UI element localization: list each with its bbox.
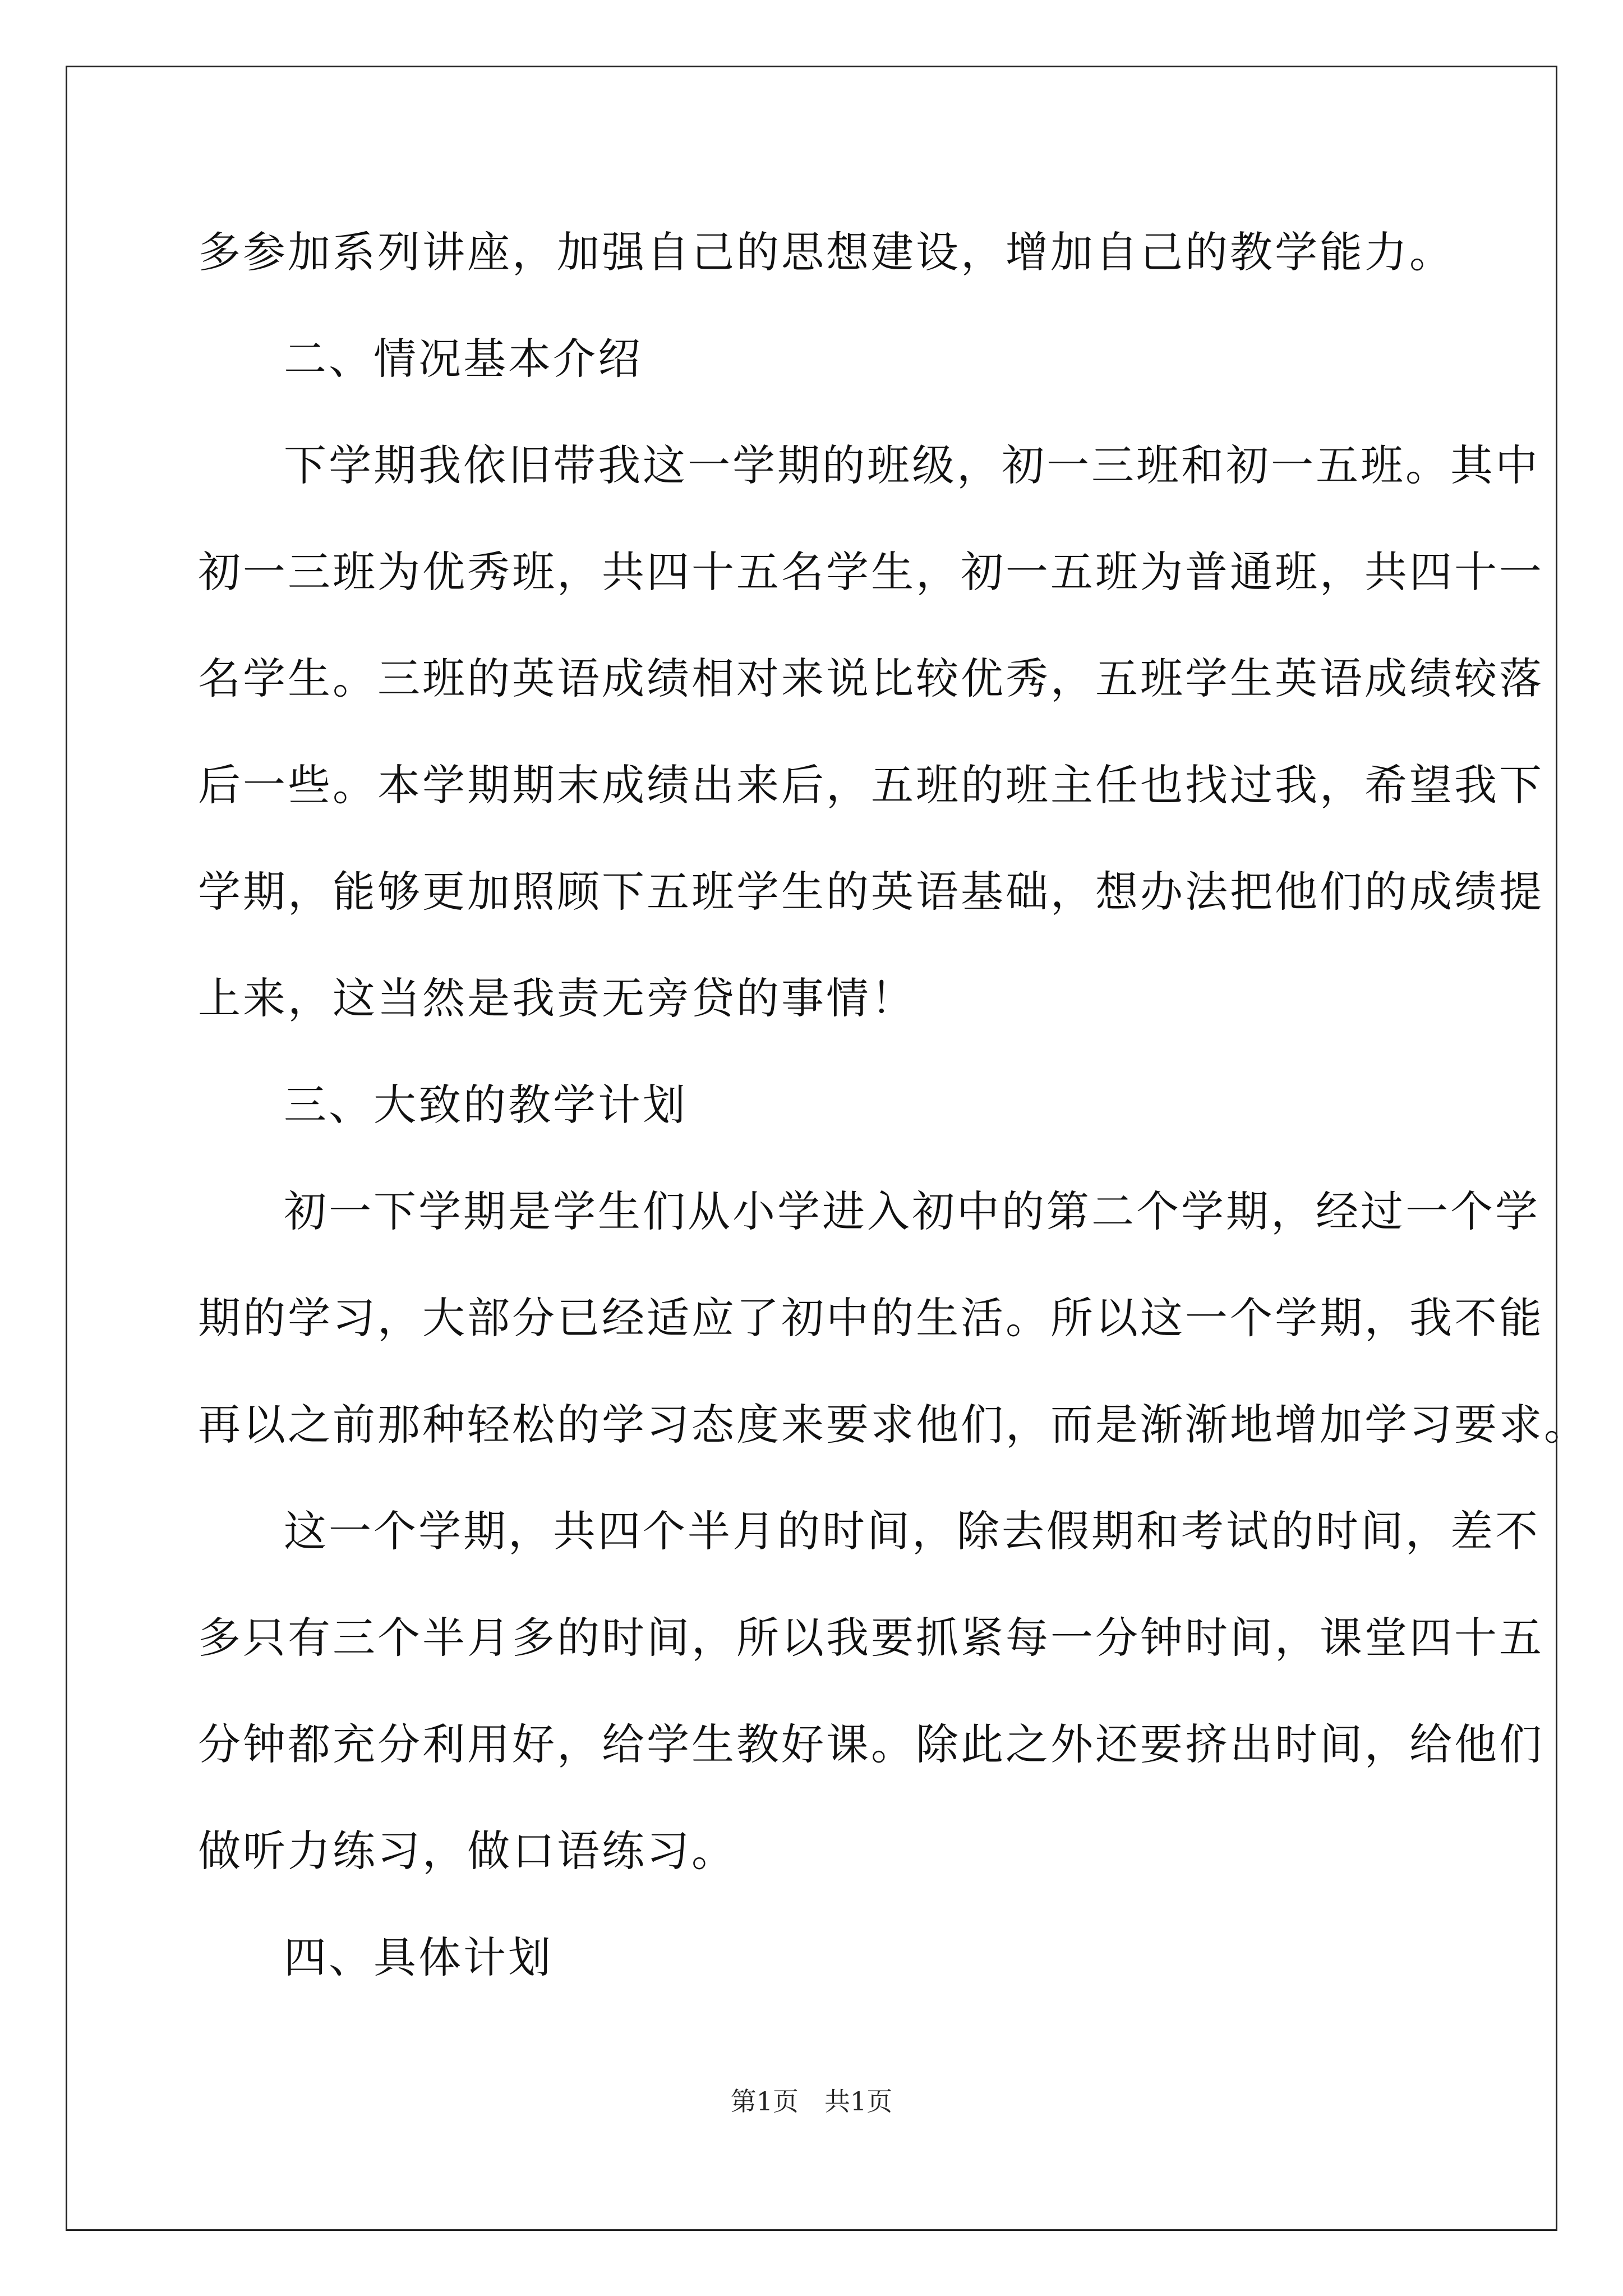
text-line: 上来，这当然是我责无旁贷的事情！ bbox=[198, 973, 916, 1023]
text-line: 学期，能够更加照顾下五班学生的英语基础，想办法把他们的成绩提 bbox=[198, 867, 1544, 917]
text-line: 多参加系列讲座，加强自己的思想建设，增加自己的教学能力。 bbox=[198, 227, 1454, 277]
text-line: 四、具体计划 bbox=[284, 1932, 553, 1982]
text-line: 下学期我依旧带我这一学期的班级，初一三班和初一五班。其中 bbox=[284, 440, 1540, 490]
text-line: 三、大致的教学计划 bbox=[284, 1080, 688, 1130]
text-line: 名学生。三班的英语成绩相对来说比较优秀，五班学生英语成绩较落 bbox=[198, 654, 1544, 703]
document-body bbox=[198, 210, 1589, 2022]
text-line: 这一个学期，共四个半月的时间，除去假期和考试的时间，差不 bbox=[284, 1506, 1540, 1556]
page-footer: 第1页 共1页 bbox=[730, 2086, 893, 2116]
text-line: 再以之前那种轻松的学习态度来要求他们，而是渐渐地增加学习要求。 bbox=[198, 1400, 1589, 1450]
text-line: 分钟都充分利用好，给学生教好课。除此之外还要挤出时间，给他们 bbox=[198, 1719, 1544, 1769]
text-line: 二、情况基本介绍 bbox=[284, 334, 643, 384]
text-line: 初一三班为优秀班，共四十五名学生，初一五班为普通班，共四十一 bbox=[198, 547, 1544, 597]
text-line: 初一下学期是学生们从小学进入初中的第二个学期，经过一个学 bbox=[284, 1186, 1540, 1236]
text-line: 做听力练习，做口语练习。 bbox=[198, 1826, 736, 1876]
text-line: 后一些。本学期期末成绩出来后，五班的班主任也找过我，希望我下 bbox=[198, 760, 1544, 810]
text-line: 期的学习，大部分已经适应了初中的生活。所以这一个学期，我不能 bbox=[198, 1293, 1544, 1343]
text-line: 多只有三个半月多的时间，所以我要抓紧每一分钟时间，课堂四十五 bbox=[198, 1613, 1544, 1663]
